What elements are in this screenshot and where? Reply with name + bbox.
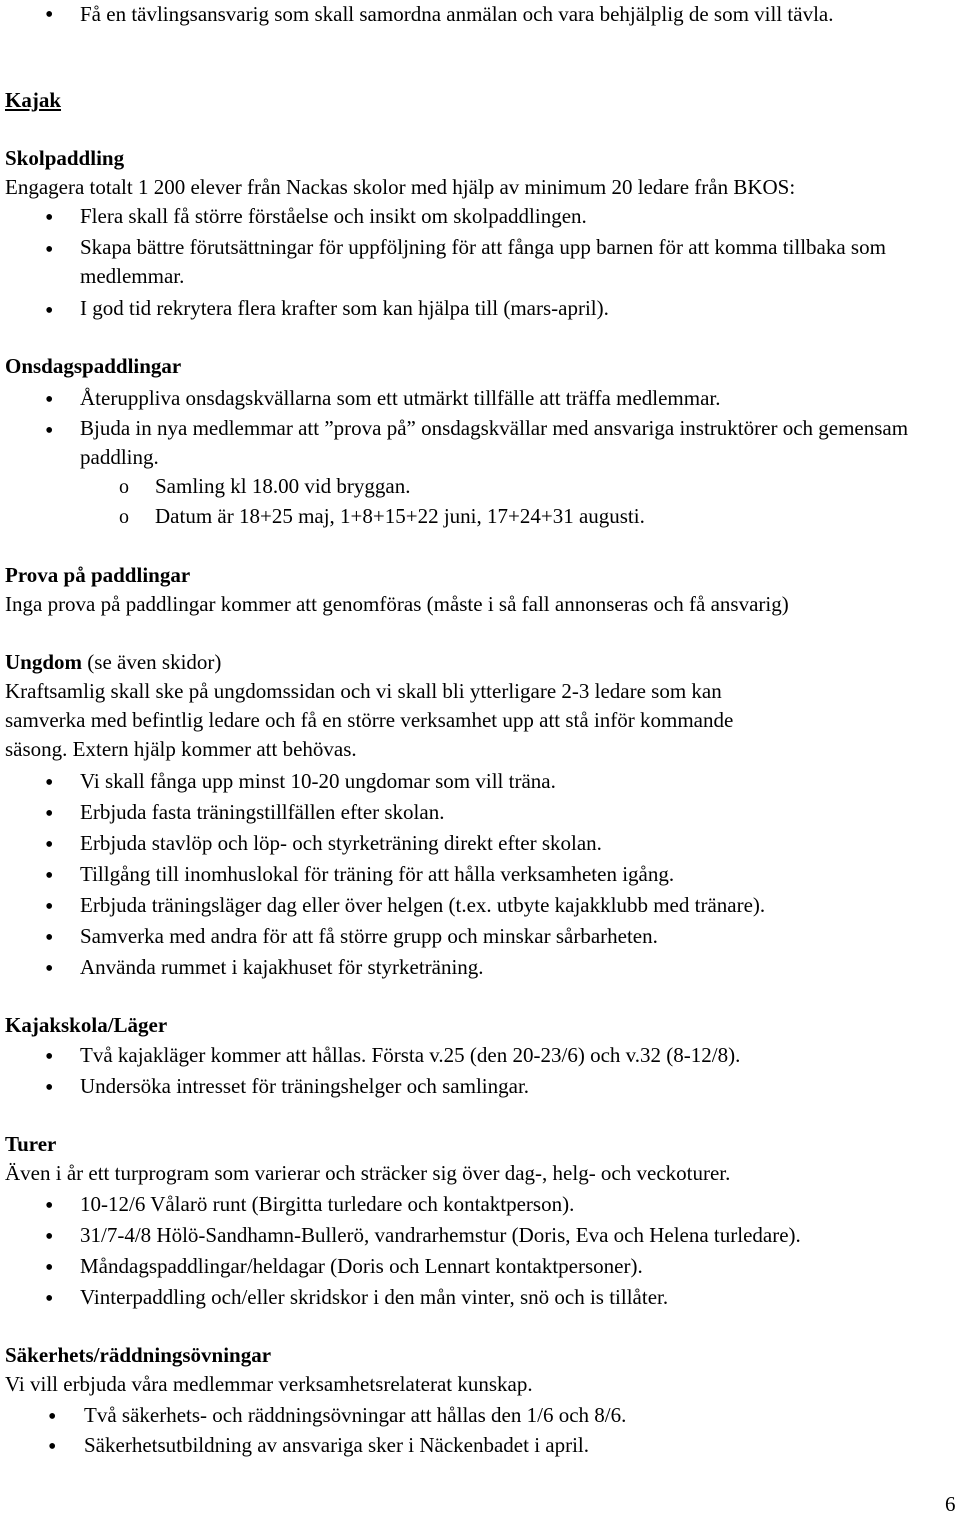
circle-bullet-icon: o <box>119 506 129 528</box>
skolpaddling-text: Engagera totalt 1 200 elever från Nackas skolor med hjälp av minimum 20 ledare från BKOS: <box>5 175 796 199</box>
heading-sakerhet: Säkerhets/räddningsövningar <box>5 1343 272 1367</box>
circle-bullet-icon: o <box>119 476 129 498</box>
list-item: Skapa bättre förutsättningar för uppföljning för att fånga upp barnen för att komma tillbaka som medlemmar. <box>80 235 886 288</box>
heading-turer: Turer <box>5 1132 57 1156</box>
bullet-icon: • <box>45 387 54 413</box>
heading-skolpaddling: Skolpaddling <box>5 146 125 170</box>
bullet-icon: • <box>45 801 54 827</box>
bullet-icon: • <box>45 1224 54 1250</box>
bullet-icon: • <box>45 956 54 982</box>
section-title-kajak: Kajak <box>5 88 62 112</box>
bullet-icon: • <box>45 418 54 444</box>
page-number: 6 <box>945 1492 956 1516</box>
list-item: Tillgång till inomhuslokal för träning för att hålla verksamheten igång. <box>80 862 675 886</box>
bullet-icon: • <box>45 1255 54 1281</box>
list-item: Två kajakläger kommer att hållas. Första v.25 (den 20-23/6) och v.32 (8-12/8). <box>80 1043 741 1067</box>
list-item: 31/7-4/8 Hölö-Sandhamn-Bullerö, vandrarhemstur (Doris, Eva och Helena turledare). <box>80 1223 801 1247</box>
bullet-icon: • <box>48 1404 57 1430</box>
bullet-icon: • <box>45 1075 54 1101</box>
heading-prova-pa: Prova på paddlingar <box>5 563 191 587</box>
list-item: Vi skall fånga upp minst 10-20 ungdomar som vill träna. <box>80 769 556 793</box>
ungdom-line: Kraftsamlig skall ske på ungdomssidan och vi skall bli ytterligare 2-3 ledare som kan <box>5 679 722 703</box>
list-item: Måndagspaddlingar/heldagar (Doris och Lennart kontaktpersoner). <box>80 1254 643 1278</box>
list-item: Flera skall få större förståelse och insikt om skolpaddlingen. <box>80 204 587 228</box>
list-item: Vinterpaddling och/eller skridskor i den mån vinter, snö och is tillåter. <box>80 1285 669 1309</box>
list-item: Bjuda in nya medlemmar att ”prova på” onsdagskvällar med ansvariga instruktörer och gemensam paddling. <box>80 416 909 469</box>
list-item: Undersöka intresset för träningshelger och samlingar. <box>80 1074 530 1098</box>
heading-onsdagspaddlingar: Onsdagspaddlingar <box>5 354 182 378</box>
sub-list-item: Samling kl 18.00 vid bryggan. <box>155 474 411 498</box>
list-item: Återuppliva onsdagskvällarna som ett utmärkt tillfälle att träffa medlemmar. <box>80 386 721 410</box>
list-item: Erbjuda stavlöp och löp- och styrketräning direkt efter skolan. <box>80 831 602 855</box>
heading-kajakskola: Kajakskola/Läger <box>5 1013 168 1037</box>
bullet-icon: • <box>45 832 54 858</box>
bullet-icon: • <box>45 298 54 324</box>
list-item: Använda rummet i kajakhuset för styrketräning. <box>80 955 484 979</box>
list-item: Två säkerhets- och räddningsövningar att hållas den 1/6 och 8/6. <box>84 1403 627 1427</box>
bullet-icon: • <box>45 863 54 889</box>
list-item: 10-12/6 Vålarö runt (Birgitta turledare och kontaktperson). <box>80 1192 575 1216</box>
ungdom-line: säsong. Extern hjälp kommer att behövas. <box>5 737 357 761</box>
heading-ungdom-note: (se även skidor) <box>82 650 222 674</box>
sakerhet-text: Vi vill erbjuda våra medlemmar verksamhetsrelaterat kunskap. <box>5 1372 533 1396</box>
bullet-icon: • <box>45 770 54 796</box>
list-item: Erbjuda träningsläger dag eller över helgen (t.ex. utbyte kajakklubb med tränare). <box>80 893 766 917</box>
bullet-icon: • <box>45 205 54 231</box>
intro-bullet-text: Få en tävlingsansvarig som skall samordna anmälan och vara behjälplig de som vill tävla. <box>80 2 834 26</box>
list-item: Samverka med andra för att få större grupp och minskar sårbarheten. <box>80 924 658 948</box>
heading-ungdom-title: Ungdom <box>5 650 83 674</box>
sub-list-item: Datum är 18+25 maj, 1+8+15+22 juni, 17+24+31 augusti. <box>155 504 645 528</box>
list-item: Erbjuda fasta träningstillfällen efter skolan. <box>80 800 445 824</box>
bullet-icon: • <box>48 1434 57 1460</box>
prova-text: Inga prova på paddlingar kommer att genomföras (måste i så fall annonseras och få ansvarig) <box>5 592 789 616</box>
bullet-icon: • <box>45 925 54 951</box>
bullet-icon: • <box>45 1193 54 1219</box>
ungdom-line: samverka med befintlig ledare och få en större verksamhet upp att stå inför kommande <box>5 708 734 732</box>
list-item: Säkerhetsutbildning av ansvariga sker i Näckenbadet i april. <box>84 1433 590 1457</box>
bullet-icon: • <box>45 1044 54 1070</box>
bullet-icon: • <box>45 237 54 263</box>
bullet-icon: • <box>45 2 54 28</box>
heading-ungdom <box>5 650 221 675</box>
bullet-icon: • <box>45 894 54 920</box>
bullet-icon: • <box>45 1286 54 1312</box>
turer-text: Även i år ett turprogram som varierar och sträcker sig över dag-, helg- och veckoturer. <box>5 1161 731 1185</box>
list-item: I god tid rekrytera flera krafter som kan hjälpa till (mars-april). <box>80 296 609 320</box>
